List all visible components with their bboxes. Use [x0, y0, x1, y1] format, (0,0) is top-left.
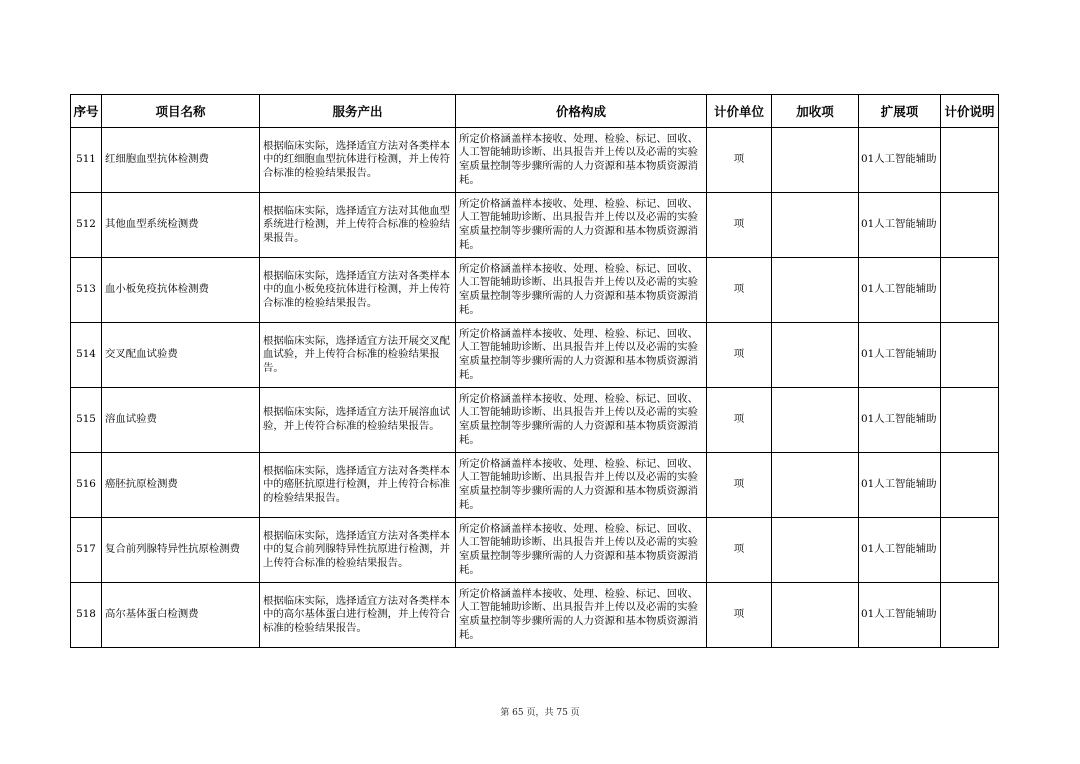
- row-service-output: 根据临床实际，选择适宜方法开展交叉配血试验，并上传符合标准的检验结果报告。: [260, 323, 456, 388]
- row-price-composition: 所定价格涵盖样本接收、处理、检验、标记、回收、人工智能辅助诊断、出具报告并上传以及必需的实验室质量控制等步骤所需的人力资源和基本物质资源消耗。: [456, 453, 707, 518]
- row-unit: 项: [707, 323, 772, 388]
- row-item-name: 复合前列腺特异性抗原检测费: [102, 518, 260, 583]
- row-note: [941, 583, 999, 648]
- row-service-output: 根据临床实际，选择适宜方法对各类样本中的癌胚抗原进行检测，并上传符合标准的检验结果报告。: [260, 453, 456, 518]
- row-seq: 518: [71, 583, 102, 648]
- row-price-composition: 所定价格涵盖样本接收、处理、检验、标记、回收、人工智能辅助诊断、出具报告并上传以及必需的实验室质量控制等步骤所需的人力资源和基本物质资源消耗。: [456, 258, 707, 323]
- row-surcharge: [772, 583, 859, 648]
- header-surcharge: 加收项: [772, 95, 859, 128]
- row-extension: 01人工智能辅助: [859, 388, 941, 453]
- row-seq: 517: [71, 518, 102, 583]
- row-surcharge: [772, 518, 859, 583]
- row-price-composition: 所定价格涵盖样本接收、处理、检验、标记、回收、人工智能辅助诊断、出具报告并上传以及必需的实验室质量控制等步骤所需的人力资源和基本物质资源消耗。: [456, 323, 707, 388]
- row-extension: 01人工智能辅助: [859, 323, 941, 388]
- row-unit: 项: [707, 388, 772, 453]
- row-unit: 项: [707, 583, 772, 648]
- row-service-output: 根据临床实际，选择适宜方法对各类样本中的高尔基体蛋白进行检测，并上传符合标准的检验结果报告。: [260, 583, 456, 648]
- header-service-output: 服务产出: [260, 95, 456, 128]
- row-seq: 512: [71, 193, 102, 258]
- table-row: [71, 518, 999, 583]
- row-note: [941, 453, 999, 518]
- table-row: [71, 193, 999, 258]
- header-unit: 计价单位: [707, 95, 772, 128]
- row-unit: 项: [707, 518, 772, 583]
- row-extension: 01人工智能辅助: [859, 583, 941, 648]
- row-item-name: 溶血试验费: [102, 388, 260, 453]
- row-extension: 01人工智能辅助: [859, 128, 941, 193]
- row-unit: 项: [707, 453, 772, 518]
- page-number: 第 65 页，共 75 页: [500, 708, 580, 718]
- row-item-name: 红细胞血型抗体检测费: [102, 128, 260, 193]
- row-price-composition: 所定价格涵盖样本接收、处理、检验、标记、回收、人工智能辅助诊断、出具报告并上传以及必需的实验室质量控制等步骤所需的人力资源和基本物质资源消耗。: [456, 128, 707, 193]
- table-row: [71, 388, 999, 453]
- table-row: [71, 583, 999, 648]
- row-unit: 项: [707, 128, 772, 193]
- row-item-name: 血小板免疫抗体检测费: [102, 258, 260, 323]
- row-extension: 01人工智能辅助: [859, 453, 941, 518]
- row-extension: 01人工智能辅助: [859, 193, 941, 258]
- row-seq: 513: [71, 258, 102, 323]
- row-unit: 项: [707, 258, 772, 323]
- table-header-row: [71, 95, 999, 128]
- row-seq: 515: [71, 388, 102, 453]
- row-price-composition: 所定价格涵盖样本接收、处理、检验、标记、回收、人工智能辅助诊断、出具报告并上传以及必需的实验室质量控制等步骤所需的人力资源和基本物质资源消耗。: [456, 518, 707, 583]
- row-note: [941, 193, 999, 258]
- row-service-output: 根据临床实际，选择适宜方法对各类样本中的红细胞血型抗体进行检测，并上传符合标准的检验结果报告。: [260, 128, 456, 193]
- header-price-composition: 价格构成: [456, 95, 707, 128]
- row-note: [941, 518, 999, 583]
- table-row: [71, 128, 999, 193]
- row-item-name: 癌胚抗原检测费: [102, 453, 260, 518]
- table-row: [71, 258, 999, 323]
- row-service-output: 根据临床实际，选择适宜方法对各类样本中的复合前列腺特异性抗原进行检测，并上传符合标准的检验结果报告。: [260, 518, 456, 583]
- row-surcharge: [772, 258, 859, 323]
- row-unit: 项: [707, 193, 772, 258]
- row-item-name: 其他血型系统检测费: [102, 193, 260, 258]
- header-note: 计价说明: [941, 95, 999, 128]
- fee-table: [70, 94, 999, 648]
- row-surcharge: [772, 128, 859, 193]
- row-surcharge: [772, 388, 859, 453]
- row-item-name: 交叉配血试验费: [102, 323, 260, 388]
- row-note: [941, 388, 999, 453]
- header-seq: 序号: [71, 95, 102, 128]
- row-surcharge: [772, 193, 859, 258]
- header-item-name: 项目名称: [102, 95, 260, 128]
- row-price-composition: 所定价格涵盖样本接收、处理、检验、标记、回收、人工智能辅助诊断、出具报告并上传以及必需的实验室质量控制等步骤所需的人力资源和基本物质资源消耗。: [456, 388, 707, 453]
- row-note: [941, 258, 999, 323]
- row-item-name: 高尔基体蛋白检测费: [102, 583, 260, 648]
- row-service-output: 根据临床实际，选择适宜方法对各类样本中的血小板免疫抗体进行检测，并上传符合标准的检验结果报告。: [260, 258, 456, 323]
- row-note: [941, 323, 999, 388]
- row-surcharge: [772, 453, 859, 518]
- table-row: [71, 453, 999, 518]
- row-seq: 514: [71, 323, 102, 388]
- row-surcharge: [772, 323, 859, 388]
- row-price-composition: 所定价格涵盖样本接收、处理、检验、标记、回收、人工智能辅助诊断、出具报告并上传以及必需的实验室质量控制等步骤所需的人力资源和基本物质资源消耗。: [456, 583, 707, 648]
- row-seq: 516: [71, 453, 102, 518]
- row-extension: 01人工智能辅助: [859, 258, 941, 323]
- row-service-output: 根据临床实际，选择适宜方法对其他血型系统进行检测，并上传符合标准的检验结果报告。: [260, 193, 456, 258]
- row-note: [941, 128, 999, 193]
- row-service-output: 根据临床实际，选择适宜方法开展溶血试验，并上传符合标准的检验结果报告。: [260, 388, 456, 453]
- header-extension: 扩展项: [859, 95, 941, 128]
- table-row: [71, 323, 999, 388]
- row-price-composition: 所定价格涵盖样本接收、处理、检验、标记、回收、人工智能辅助诊断、出具报告并上传以及必需的实验室质量控制等步骤所需的人力资源和基本物质资源消耗。: [456, 193, 707, 258]
- row-extension: 01人工智能辅助: [859, 518, 941, 583]
- row-seq: 511: [71, 128, 102, 193]
